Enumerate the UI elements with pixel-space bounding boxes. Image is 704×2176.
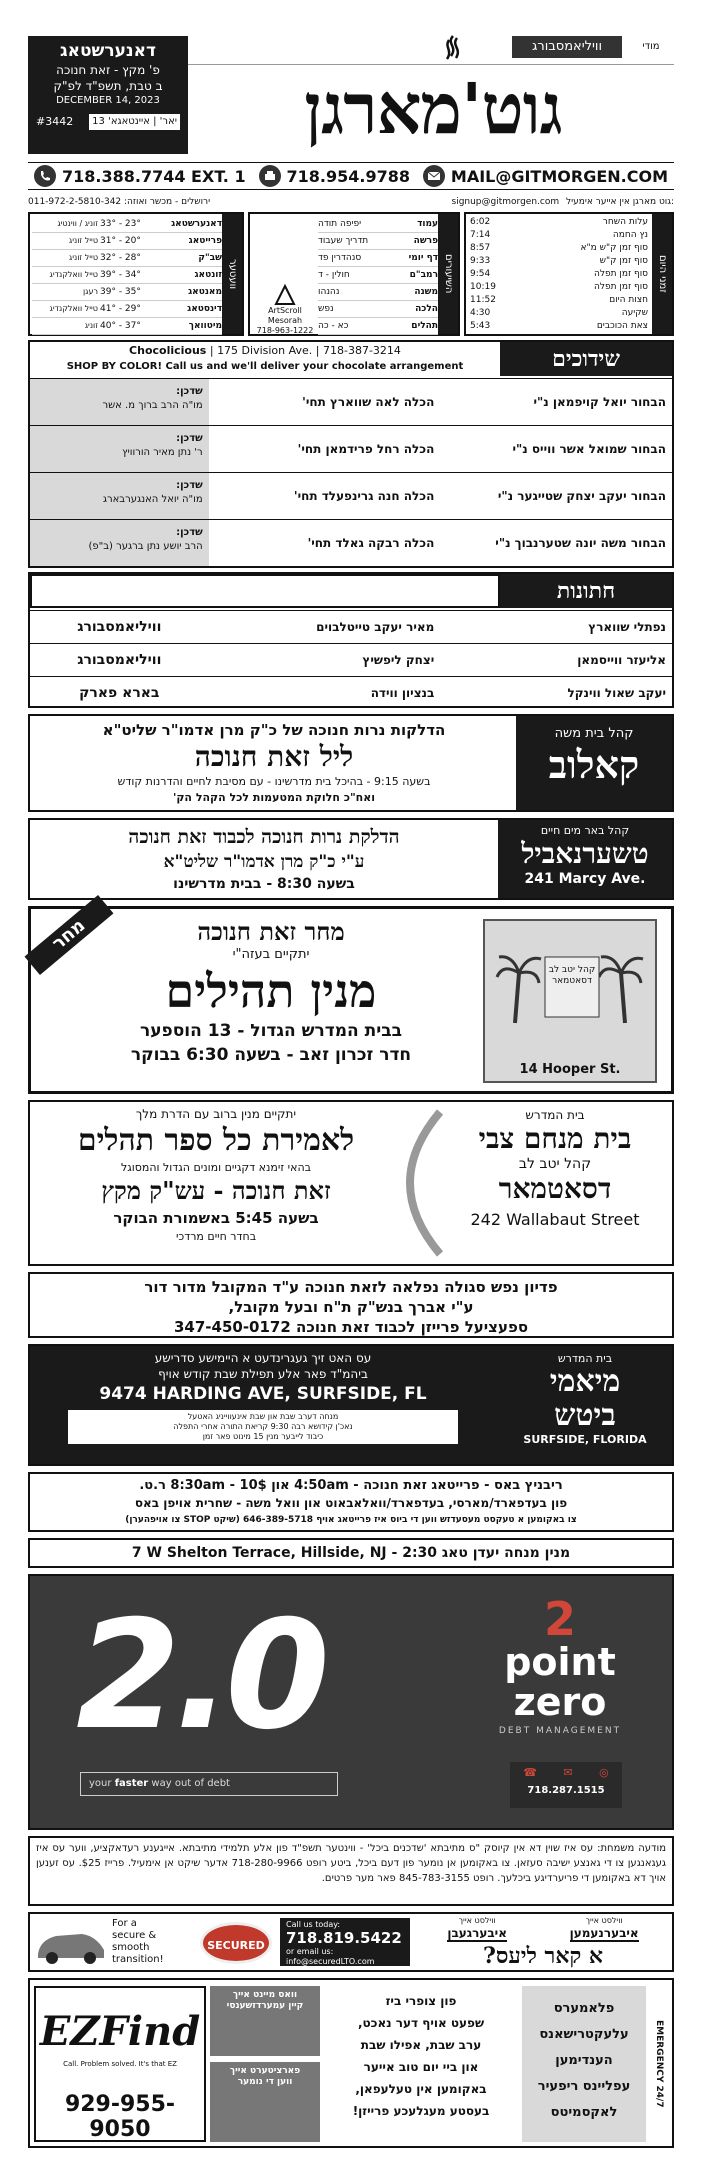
chocolicious-banner: Chocolicious | 175 Division Ave. | 718-387-3214 SHOP BY COLOR! Call us and we'll deliver your chocolate arrangement <box>30 342 500 376</box>
zmanim-time: 6:02 <box>470 217 491 227</box>
miami-line5: נאכ'ן קידושא רבה 9:30 קריאת התורה אחרי התפלה <box>173 1422 353 1431</box>
miami-text <box>38 1350 488 1444</box>
bus-line3: צו באקומען א טעקסט מעסעדזש ווען די ביוס איז פרייטאג אויף 646-389-5718 (שיקט STOP צו אויפהערן) <box>125 1515 577 1525</box>
torah-label: דף יומי <box>408 253 438 263</box>
ezfind-tagline: Call. Problem solved. It's that EZ <box>63 2060 177 2068</box>
kalov-text <box>36 720 512 806</box>
logo-mid: point <box>504 1640 616 1684</box>
ez-text1: פון צופרי ביז <box>385 1994 457 2008</box>
wallabout-swoosh <box>390 1108 450 1258</box>
miami-line4: מנחה דערב שבת און שבת אינעווייניג האטעל <box>187 1412 339 1421</box>
weather-day: מאנטאג <box>188 287 222 297</box>
shidduch-chosson: הבחור יואל קויפמאן נ"י <box>533 395 666 409</box>
pointzero-contact-card <box>510 1762 622 1808</box>
shadchan-label: שדכן: <box>176 527 203 538</box>
car-image <box>34 1920 108 1966</box>
torah-value: כא - כה <box>318 321 349 331</box>
col1-top: ווילסט אייך <box>585 1916 623 1925</box>
miami-small: בית המדרש <box>557 1352 613 1365</box>
secured-main: א קאר ליעס? <box>482 1943 604 1969</box>
shidduch-row <box>30 425 672 472</box>
wallabout-text <box>36 1106 396 1244</box>
ad-wallabout <box>28 1100 674 1266</box>
sub-bar <box>28 194 674 210</box>
weather-temps: 40° - 37° <box>100 321 141 331</box>
chocolicious-tagline: SHOP BY COLOR! Call us and we'll deliver your chocolate arrangement <box>66 361 464 372</box>
torah-box <box>248 212 460 336</box>
torah-value: נפש <box>318 304 334 314</box>
hooper-text <box>71 917 471 1067</box>
zmanim-time: 4:30 <box>470 308 491 318</box>
chasuna-kallah: בנציון ווידה <box>370 686 435 700</box>
pointzero-phone[interactable]: 718.287.1515 <box>527 1785 605 1796</box>
chasunos-header: חתונות <box>500 574 672 608</box>
mid-bot1: פארציטערט אייך <box>229 2066 301 2076</box>
masthead <box>28 36 674 154</box>
pidyon-line2: ע"י אברך בנש"ק ת"ח ובעל מקובל, <box>228 1298 474 1316</box>
service-1: פלאמערס <box>553 2001 615 2016</box>
ez-text6: בעסטע מעגלעכע פרייזן! <box>352 2104 490 2118</box>
volume: 13 'יאר' | איינטאגא <box>89 114 180 130</box>
weather-temps: 32° - 28° <box>100 253 141 263</box>
miami-logo <box>500 1352 670 1446</box>
chasuna-row <box>30 676 672 709</box>
chasuna-row <box>30 610 672 643</box>
wallabout-line4: זאת חנוכה - עש"ק מקץ <box>101 1176 331 1205</box>
chasuna-kallah: מאיר יעקב טייטלבוים <box>316 620 435 634</box>
shadchan-name: מו"ה הרב ברוך מ. אשר <box>102 400 203 411</box>
sponsor-phone: 718-963-1222 <box>256 326 314 335</box>
logo-bot: zero <box>513 1680 607 1724</box>
ezfind-logo: EZFind <box>39 2008 201 2055</box>
shadchan-label: שדכן: <box>176 433 203 444</box>
date-box <box>28 36 188 154</box>
miami-en: SURFSIDE, FLORIDA <box>523 1433 647 1446</box>
shadchan-name: הרב יושע נתן ברגער (ב"פ) <box>88 541 203 552</box>
weather-cond: זוניג <box>84 321 98 330</box>
ez-text2: שפעט אויף דער נאכט, <box>357 2016 485 2030</box>
wallabout-logo <box>440 1108 670 1229</box>
kalov-line3: בשעה 9:15 - בהיכל בית מדרשינו - עם מסיבת לחיים והדרנות קודש <box>117 775 431 788</box>
ez-text4: און ביי יום טוב אייער <box>363 2060 479 2074</box>
signup-label: גוט מארגן אין אייער אימעיל: <box>566 197 674 207</box>
zmanim-row <box>466 242 652 255</box>
tagline-em: faster <box>114 1778 149 1789</box>
zmanim-row <box>466 229 652 242</box>
chasuna-location: בארא פארק <box>79 685 160 701</box>
torah-label: הלכה <box>415 304 438 314</box>
shidduch-row <box>30 519 672 566</box>
torah-label: רמב"ם <box>409 270 438 280</box>
phone-icon: ☎ <box>523 1766 537 1779</box>
torah-value: יפיפה תודה <box>318 219 362 229</box>
ad-secured <box>28 1912 674 1972</box>
weather-box <box>28 212 244 336</box>
zmanim-label: סוף זמן תפלה <box>594 269 648 279</box>
ez-text3: ערב שבת, אפילו שבת <box>360 2038 482 2052</box>
chocolicious-phone[interactable]: 718-387-3214 <box>323 344 401 357</box>
call-label: Call us today: <box>286 1920 341 1929</box>
torah-row <box>318 216 438 233</box>
miami-line2: ביהמ"ד פאר אלע תפילת שבת קודש אויף <box>158 1367 368 1381</box>
kalov-line1: הדלקות נרות חנוכה של כ"ק מרן אדמו"ר שליט"א <box>102 721 446 739</box>
ezfind-logo-box <box>34 1986 206 2142</box>
shadchan-name: ר' נתן מאיר הורוויץ <box>122 447 203 458</box>
zmanim-list <box>466 216 652 333</box>
hooper-address: 14 Hooper St. <box>519 1062 621 1077</box>
service-5: לאקסמיטס <box>550 2105 618 2120</box>
zmanim-label: נץ החמה <box>612 230 648 240</box>
torah-value: חולין - ד <box>318 270 350 280</box>
torah-label: עמוד <box>417 219 438 229</box>
shadchan-label: שדכן: <box>176 386 203 397</box>
ad-pidyon <box>28 1272 674 1338</box>
weather-day: דאנערשטאג <box>171 219 222 229</box>
torah-label: פרשה <box>413 236 438 246</box>
weather-header: וועטער <box>222 214 242 334</box>
zmanim-label: עלות השחר <box>602 217 648 227</box>
shidduch-shadchan-box <box>30 426 209 472</box>
jerusalem-phone: ירושלים - מכשר ואוזה: 011-972-2-5810-342 <box>28 197 211 207</box>
torah-row <box>318 250 438 267</box>
pidyon-line1: פדיון נפש סגולה נפלאה לזאת חנוכה ע"ד המקובל מדור דור <box>144 1278 558 1296</box>
notice-box <box>28 1836 674 1906</box>
kalov-line4: ואח"כ חלוקת המטעמות לכל הקהל הק' <box>172 791 376 804</box>
weather-row <box>32 216 222 233</box>
weather-temps: 41° - 29° <box>100 304 141 314</box>
zmanim-time: 8:57 <box>470 243 491 253</box>
english-date: DECEMBER 14, 2023 <box>56 95 160 106</box>
weather-cond: טייל זוניג <box>68 253 98 262</box>
mid-bot2: ווען די נומער <box>237 2077 293 2087</box>
edition-label: וויליאמסבורג <box>512 36 622 58</box>
miami-line3: 9474 HARDING AVE, SURFSIDE, FL <box>99 1384 427 1404</box>
shelton-line: 7 W Shelton Terrace, Hillside, NJ - 2:30 מנין מנחה יעדן טאג <box>131 1545 571 1561</box>
torah-value: תדריך שעבוד <box>318 236 369 246</box>
tshernobil-line1: הדלקת נרות חנוכה לכבוד זאת חנוכה <box>128 826 400 848</box>
phone-1[interactable]: 718.388.7744 EXT. 1 <box>62 166 246 186</box>
wallabout-big1: בית מנחם צבי <box>478 1122 632 1155</box>
weather-row <box>32 267 222 284</box>
flame-icon <box>438 34 468 64</box>
zmanim-label: סוף זמן ק"ש מ"א <box>580 243 648 253</box>
zmanim-time: 9:33 <box>470 256 491 266</box>
mid-top2: קיין עמערדזשענסי <box>226 2001 304 2011</box>
ad-pointzero <box>28 1574 674 1830</box>
tagline-pre: your <box>89 1778 112 1789</box>
col2-big: איבערגעבן <box>447 1926 507 1940</box>
zmanim-time: 10:19 <box>470 282 496 292</box>
zmanim-row <box>466 268 652 281</box>
ezfind-text <box>326 1990 516 2122</box>
shidduch-chosson: הבחור שמואל אשר ווייס נ"י <box>512 442 666 456</box>
hooper-line4: בבית המדרש הגדול - 13 הוספער <box>140 1021 402 1041</box>
chasunos-list <box>30 610 672 709</box>
miami-line1: עס האט זיך געגרינדעט א היימישע סדרישע <box>154 1351 372 1365</box>
weather-temps: 33° - 23° <box>100 219 141 229</box>
chocolicious-address: 175 Division Ave. <box>217 344 313 357</box>
ezfind-mid <box>210 1986 320 2142</box>
miami-big2: ביטש <box>554 1398 616 1433</box>
kalov-big: קאלוב <box>548 742 640 787</box>
pointzero-logo <box>470 1592 650 1736</box>
col1-big: איבערנעמען <box>569 1926 639 1940</box>
ad-tshernobil <box>28 818 674 900</box>
torah-header: השיעורים <box>438 214 458 334</box>
zmanim-box <box>464 212 674 336</box>
pidyon-line3: ספעציעל פרייזן לכבוד זאת חנוכה 347-450-0172 <box>173 1318 529 1336</box>
shidduchim-header: שידוכים <box>500 342 672 376</box>
tagline-post: way out of debt <box>151 1778 230 1789</box>
ad-ezfind <box>28 1978 674 2148</box>
ez-text5: באקומען אין טעלעפאן, <box>355 2082 487 2096</box>
hebrew-date: ב טבת, תשפ"ד לפ"ק <box>53 79 163 93</box>
chasuna-row <box>30 643 672 676</box>
kalov-line2: ליל זאת חנוכה <box>194 740 354 773</box>
wallabout-line6: בחדר חיים מרדכי <box>175 1230 257 1243</box>
weather-row <box>32 233 222 250</box>
zmanim-label: שקיעה <box>621 308 648 318</box>
weather-row <box>32 250 222 267</box>
zmanim-label: סוף זמן תפלה <box>594 282 648 292</box>
zmanim-time: 7:14 <box>470 230 491 240</box>
signup-email[interactable]: signup@gitmorgen.com <box>451 197 560 207</box>
issue-number: #3442 <box>36 115 74 128</box>
left-line1: For a <box>112 1918 137 1929</box>
secured-phone[interactable]: 718.819.5422 <box>286 1929 402 1947</box>
chasuna-location: וויליאמסבורג <box>77 619 162 635</box>
artscroll-logo <box>254 284 316 336</box>
shidduch-chosson: הבחור יעקב יצחק שטייגער נ"י <box>497 489 666 503</box>
shidduch-chosson: הבחור משה יונה שטערנבוך נ"י <box>495 536 666 550</box>
chasuna-location: וויליאמסבורג <box>77 652 162 668</box>
hooper-line5: חדר זכרון זאב - בשעה 6:30 בבוקר <box>130 1045 412 1065</box>
sponsor-name: ArtScroll Mesorah <box>267 306 303 325</box>
secured-hebrew <box>416 1916 670 1970</box>
chasuna-chosson: יעקב שאול ווינקל <box>567 686 666 700</box>
phone-2[interactable]: 718.954.9788 <box>286 166 410 186</box>
ad-hooper <box>28 906 674 1094</box>
hooper-logo <box>483 919 657 1083</box>
mail-icon <box>423 165 445 187</box>
shadchan-name: מו"ה יואל האנגערבארג <box>102 494 203 505</box>
bus-line2: פון בעדפארד/מארסי, בעדפארד/וואלאבאוט און וואל משה - שחרית אויפן באס <box>134 1496 568 1510</box>
weather-day: דינסטאג <box>187 304 222 314</box>
shidduch-kallah: הכלה חנה גרינפעלד תחי' <box>293 489 435 503</box>
ezfind-services <box>522 1986 646 2142</box>
chasuna-chosson: נפתלי שווארץ <box>588 620 666 634</box>
wallabout-small: בית המדרש <box>525 1108 585 1122</box>
torah-value: סנהדרין פד <box>318 253 362 263</box>
fax-icon <box>259 165 281 187</box>
pointzero-tagline-box <box>80 1772 338 1796</box>
shidduch-row <box>30 378 672 425</box>
wallabout-line2: לאמירת כל ספר תהלים <box>77 1123 355 1158</box>
weather-day: שב"ק <box>198 253 222 263</box>
ad-kalov <box>28 714 674 812</box>
ad-bus <box>28 1472 674 1532</box>
shidduch-row <box>30 472 672 519</box>
weather-cond: רעגן <box>83 287 98 296</box>
kalov-logo <box>516 716 672 810</box>
bus-line1: ריבניץ באס - פרייטאג זאת חנוכה - 4:50am און 8:30am - 10$ ר.ט. <box>139 1478 563 1493</box>
kalov-small: קהל בית משה <box>554 726 634 741</box>
wallabout-address: 242 Wallabaut Street <box>470 1210 640 1229</box>
miami-line6: כיבוד לייבער מנין 15 מינוט פאר זמן <box>202 1432 324 1441</box>
zmanim-label: סוף זמן ק"ש <box>599 256 648 266</box>
email[interactable]: MAIL@GITMORGEN.COM <box>450 166 668 186</box>
contact-bar <box>28 162 674 190</box>
corner-label: מודי <box>642 41 660 52</box>
wallabout-big2: קהל יטב לב <box>518 1156 592 1172</box>
left-line4: transition! <box>112 1954 164 1965</box>
weather-list <box>32 216 222 335</box>
zmanim-row <box>466 320 652 333</box>
weather-temps: 39° - 34° <box>100 270 141 280</box>
service-3: הענדימען <box>555 2053 613 2068</box>
tshernobil-address: 241 Marcy Ave. <box>524 871 646 887</box>
zmanim-row <box>466 281 652 294</box>
zmanim-label: צאת הכוכבים <box>596 321 648 331</box>
tshernobil-text <box>36 824 492 894</box>
secured-left-text <box>112 1918 192 1966</box>
notice-text: מודעה משמחת: עס איז שוין דא אין קיוסק "ס מתיבתא 'שדכנים ביכל' - ווינטער תשפ"ד פון אלע תלמידי מתיבתא. אייגענע רעדאקציע, ווער עס איז געגאנגען צו די גאנצע ישיבה סעזאן. צו באקומען אן נומער פון דעם ביכל, ביטע רופט 718-280-9966 אדער שיקט אן אימעיל. פרייז $25. עס זענען אויך דא באקומען די פריערדיגע ביכלעך. רופט 845-783-3155 פאר מער פרטים. <box>36 1843 666 1884</box>
email-label: or email us: <box>286 1947 334 1956</box>
tshernobil-big: טשערנאביל <box>521 837 649 870</box>
shidduch-kallah: הכלה לאה שווארץ תחי' <box>302 395 435 409</box>
torah-row <box>318 318 438 335</box>
secured-badge: SECURED <box>200 1922 272 1964</box>
phone-icon <box>34 165 56 187</box>
col2-top: ווילסט אייך <box>458 1916 496 1925</box>
shidduchim-section <box>28 340 674 568</box>
zmanim-label: חצות היום <box>609 295 648 305</box>
hooper-logo-text: קהל יטב לב דסאטמאר <box>548 965 596 986</box>
parsha: פ' מקץ - זאת חנוכה <box>56 63 160 77</box>
weather-row <box>32 301 222 318</box>
shidduch-shadchan-box <box>30 520 209 566</box>
wallabout-line5: בשעה 5:45 באשמורת הבוקר <box>113 1209 319 1227</box>
pointzero-big: 2.0 <box>76 1589 324 1763</box>
chasunos-blank-bar <box>30 574 500 608</box>
tshernobil-line3: בשעה 8:30 - בבית מדרשינו <box>173 876 355 892</box>
tshernobil-small: קהל באר מים חיים <box>540 824 630 837</box>
wallabout-line1: יתקיים מנין ברוב עם הדרת מלך <box>135 1107 297 1121</box>
weather-temps: 31° - 20° <box>100 236 141 246</box>
chat-icon: ✉ <box>563 1766 573 1779</box>
shadchan-label: שדכן: <box>176 480 203 491</box>
miami-big1: מיאמי <box>549 1364 621 1399</box>
ad-miami <box>28 1344 674 1466</box>
torah-value: נהנהו <box>318 287 340 297</box>
secured-email[interactable]: info@securedLTO.com <box>286 1957 375 1966</box>
weather-row <box>32 318 222 335</box>
left-line2: secure & <box>112 1930 157 1941</box>
day-name: דאנערשטאג <box>59 41 157 61</box>
shidduchim-list <box>30 378 672 566</box>
wallabout-big3: דסאטמאר <box>498 1172 612 1205</box>
chocolicious-name: Chocolicious <box>129 344 207 357</box>
weather-day: פרייטאג <box>188 236 222 246</box>
torah-list <box>318 216 438 335</box>
weather-cond: טייל זוניג <box>68 236 98 245</box>
torah-label: תהלים <box>411 321 438 331</box>
tshernobil-logo <box>498 820 672 898</box>
weather-cond: טייל וואלקנדיג <box>49 270 98 279</box>
torah-row <box>318 301 438 318</box>
logo-top: 2 <box>543 1592 576 1646</box>
weather-day: מיטוואך <box>188 321 222 331</box>
weather-temps: 39° - 35° <box>100 287 141 297</box>
service-2: עלעקטרישאנס <box>539 2027 629 2042</box>
ezfind-phone[interactable]: 929-955-9050 <box>64 2092 176 2142</box>
ad-shelton <box>28 1538 674 1568</box>
torah-row <box>318 284 438 301</box>
chasuna-chosson: אליעזר ווייסמאן <box>577 653 666 667</box>
web-icon: ◎ <box>599 1766 609 1779</box>
tshernobil-line2: ע"י כ"ק מרן אדמו"ר שליט"א <box>163 852 365 872</box>
zmanim-time: 9:54 <box>470 269 491 279</box>
chasunos-section <box>28 572 674 708</box>
weather-row <box>32 284 222 301</box>
chasuna-kallah: יצחק ליפשיץ <box>362 653 435 667</box>
zmanim-row <box>466 255 652 268</box>
zmanim-row <box>466 307 652 320</box>
hooper-line2: יתקיים בעזה"י <box>232 947 310 962</box>
masthead-title: גוט'מארגן <box>304 67 562 150</box>
zmanim-row <box>466 294 652 307</box>
left-line3: smooth <box>112 1942 150 1953</box>
torah-label: משנה <box>414 287 438 297</box>
hooper-line3: מנין תהילים <box>165 964 377 1018</box>
hooper-line1: מחר זאת חנוכה <box>197 917 345 946</box>
torah-row <box>318 233 438 250</box>
service-4: עפליינס ריפעיר <box>537 2079 631 2094</box>
shidduch-shadchan-box <box>30 473 209 519</box>
zmanim-row <box>466 216 652 229</box>
secured-contact <box>280 1918 410 1966</box>
weather-cond: טייל וואלקנדיג <box>49 304 98 313</box>
mid-top1: וואס מיינט אייך <box>232 1990 298 2000</box>
shidduch-kallah: הכלה רבקה גאלד תחי' <box>307 536 435 550</box>
wallabout-line3: בהאי זימנא דקגיים ומונים הגדול והמסוגל <box>120 1161 312 1174</box>
shidduch-kallah: הכלה רחל פרידמאן תחי' <box>297 442 435 456</box>
torah-row <box>318 267 438 284</box>
logo-sub: DEBT MANAGEMENT <box>498 1726 622 1736</box>
weather-day: זונטאג <box>194 270 222 280</box>
zmanim-time: 5:43 <box>470 321 491 331</box>
machar-badge: מחר <box>25 895 114 975</box>
zmanim-header: זמני היום <box>652 214 672 334</box>
ezfind-side: EMERGENCY 24/7 <box>654 2020 664 2108</box>
weather-cond: זוניג / ווינטיג <box>57 219 98 228</box>
zmanim-time: 11:52 <box>470 295 496 305</box>
shidduch-shadchan-box <box>30 379 209 425</box>
